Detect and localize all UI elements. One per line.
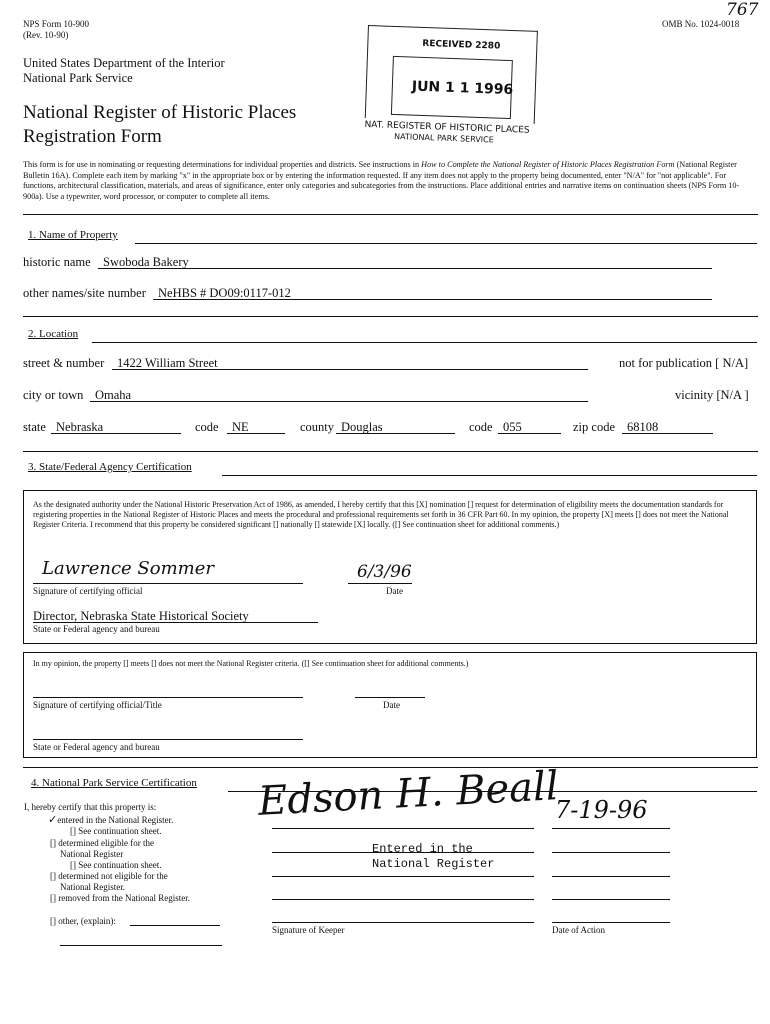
signature-line — [552, 922, 670, 923]
code-value[interactable]: NE — [232, 420, 249, 434]
historic-name-value[interactable]: Swoboda Bakery — [103, 255, 189, 269]
date2-label: Date — [383, 700, 400, 710]
service: National Park Service — [23, 71, 133, 85]
field-line — [90, 401, 588, 402]
signature-line — [272, 899, 534, 900]
determined-eligible-label2: National Register — [60, 849, 124, 859]
signature-title-label: Signature of certifying official/Title — [33, 700, 162, 710]
historic-name-label: historic name — [23, 255, 91, 269]
agency-label: State or Federal agency and bureau — [33, 624, 160, 634]
determined-not-eligible-label2: National Register. — [60, 882, 125, 892]
instructions — [23, 160, 753, 202]
received-stamp — [364, 25, 536, 154]
form-revision: (Rev. 10-90) — [23, 30, 69, 40]
explain-line — [130, 925, 220, 926]
certifying-date: 6/3/96 — [357, 562, 412, 582]
keeper-signature: Edson H. Beall — [257, 763, 560, 825]
instructions-italic: How to Complete the National Register of Historic Places Registration Form — [421, 160, 675, 169]
action-date-label: Date of Action — [552, 925, 605, 935]
state-label: state — [23, 420, 46, 434]
signature-line — [272, 876, 534, 877]
entered-option[interactable] — [48, 814, 173, 826]
other-option[interactable]: [] other, (explain): — [50, 916, 116, 926]
department: United States Department of the Interior — [23, 56, 225, 70]
form-number: NPS Form 10-900 — [23, 19, 90, 29]
field-line — [622, 433, 713, 434]
stamp-date: JUN 1 1 1996 — [411, 78, 514, 99]
section2-heading: 2. Location — [28, 328, 79, 340]
typed-entered-line2: National Register — [372, 857, 495, 871]
keeper-label: Signature of Keeper — [272, 925, 345, 935]
certify-statement: I, hereby certify that this property is: — [24, 802, 157, 812]
stamp-line2: NATIONAL PARK SERVICE — [393, 131, 494, 145]
city-label: city or town — [23, 388, 84, 402]
vicinity[interactable]: vicinity [N/A ] — [675, 388, 749, 402]
typed-entered-line1: Entered in the — [372, 842, 473, 856]
heading-rule — [222, 475, 757, 476]
county-label: county — [300, 420, 335, 434]
removed-option[interactable]: [] removed from the National Register. — [50, 893, 190, 903]
agency-value[interactable]: Director, Nebraska State Historical Society — [33, 609, 249, 623]
county-value[interactable]: Douglas — [341, 420, 383, 434]
signature-label: Signature of certifying official — [33, 586, 143, 596]
signature-line — [552, 828, 670, 829]
signature-line — [33, 697, 303, 698]
signature-line — [552, 876, 670, 877]
form-title-line2: Registration Form — [23, 126, 162, 147]
opinion-text: In my opinion, the property [] meets [] does not meet the National Register criteria. ([] See continuation sheet for additional comments.) — [33, 659, 469, 668]
certification-text: As the designated authority under the National Historic Preservation Act of 1986, as amended, I hereby certify that this [X] nomination [] request for determination of eligibility meets the documentation standards for registering properties in the National Register of Historic Places and meets the procedural and professional requirements set forth in 36 CFR Part 60. In my opinion, the property [X] meets [] does not meet the National Register Criteria. I recommend that this property be considered significant [] nationally [] statewide [X] locally. ([] See continuation sheet for additional comments.) — [33, 500, 729, 529]
signature-line — [33, 739, 303, 740]
signature-line — [552, 899, 670, 900]
field-line — [112, 369, 588, 370]
code2-label: code — [469, 420, 493, 434]
field-line — [498, 433, 561, 434]
stamp-received: RECEIVED 2280 — [422, 38, 501, 52]
code-label: code — [195, 420, 219, 434]
signature-line — [272, 828, 534, 829]
zip-value[interactable]: 68108 — [627, 420, 659, 434]
heading-rule — [135, 243, 757, 244]
entered-label: entered in the National Register. — [57, 815, 174, 825]
divider — [23, 214, 758, 215]
code2-value[interactable]: 055 — [503, 420, 522, 434]
field-line — [98, 268, 712, 269]
field-line — [51, 433, 181, 434]
signature-line — [33, 622, 318, 623]
divider — [23, 316, 758, 317]
date-label: Date — [386, 586, 403, 596]
heading-rule — [92, 342, 757, 343]
street-label: street & number — [23, 356, 105, 370]
street-value[interactable]: 1422 William Street — [117, 356, 218, 370]
signature-line — [355, 697, 425, 698]
field-line — [227, 433, 285, 434]
check-mark-icon: ✓ — [48, 813, 58, 826]
city-value[interactable]: Omaha — [95, 388, 132, 402]
divider — [23, 767, 758, 768]
certifying-signature: Lawrence Sommer — [42, 558, 214, 579]
stamp-line1: NAT. REGISTER OF HISTORIC PLACES — [364, 119, 530, 136]
not-for-publication[interactable]: not for publication [ N/A] — [619, 356, 749, 370]
agency2-label: State or Federal agency and bureau — [33, 742, 160, 752]
divider — [23, 451, 758, 452]
section3-heading: 3. State/Federal Agency Certification — [28, 461, 192, 473]
see-continuation-2[interactable]: [] See continuation sheet. — [70, 860, 162, 870]
signature-line — [272, 852, 534, 853]
form-title-line1: National Register of Historic Places — [23, 102, 297, 123]
zip-label: zip code — [573, 420, 615, 434]
omb-number: OMB No. 1024-0018 — [662, 19, 740, 29]
signature-line — [348, 583, 412, 584]
determined-eligible-option[interactable]: [] determined eligible for the — [50, 838, 154, 848]
instructions-part-a: This form is for use in nominating or requesting determinations for individual properties and districts. See instructions in — [23, 160, 422, 169]
other-names-label: other names/site number — [23, 286, 146, 300]
field-line — [153, 299, 712, 300]
see-continuation-1[interactable]: [] See continuation sheet. — [70, 826, 162, 836]
explain-line — [60, 945, 222, 946]
handwritten-number: 767 — [726, 0, 759, 20]
instructions-part-b: (National Register Bulletin 16A). Complete each item by marking "x" in the appropriate box or by entering the information requested. If any item does not apply to the property being documented, enter "N/A" for "not applicable". For functions, architectural classification, materials, and areas of significance, enter only categories and subcategories from the instructions. Place additional entries and narrative items on continuation sheets (NPS Form 10-900a). Use a typewriter, word processor, or computer to complete all items. — [23, 160, 740, 201]
action-date: 7-19-96 — [555, 796, 648, 824]
section4-heading: 4. National Park Service Certification — [31, 777, 197, 789]
state-value[interactable]: Nebraska — [56, 420, 104, 434]
other-names-value[interactable]: NeHBS # DO09:0117-012 — [158, 286, 291, 300]
section1-heading: 1. Name of Property — [28, 229, 118, 241]
determined-not-eligible-option[interactable]: [] determined not eligible for the — [50, 871, 168, 881]
signature-line — [272, 922, 534, 923]
signature-line — [33, 583, 303, 584]
signature-line — [552, 852, 670, 853]
field-line — [336, 433, 455, 434]
